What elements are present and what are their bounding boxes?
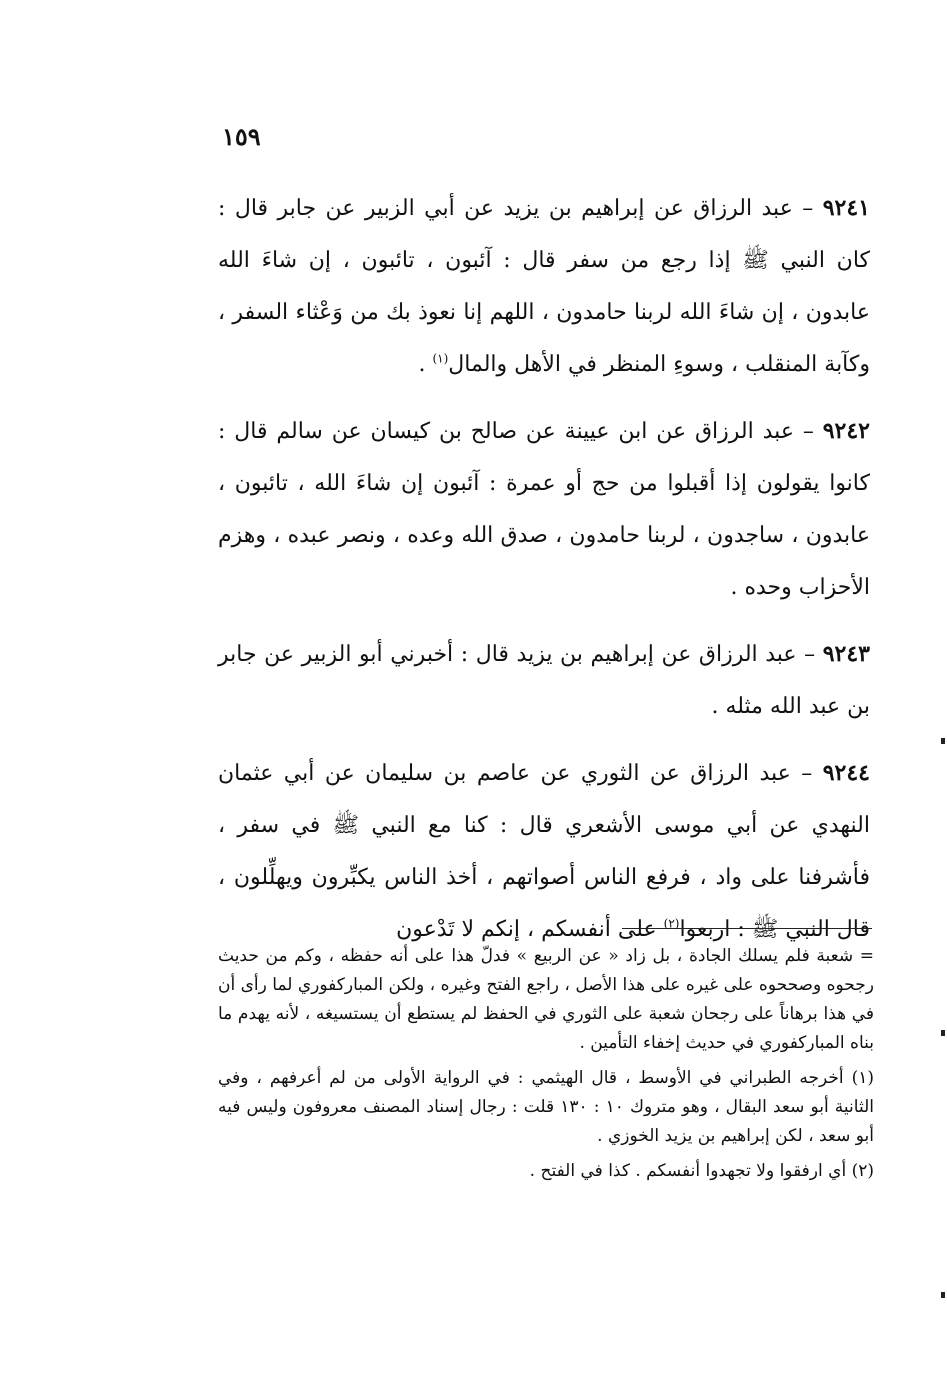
hadith-number: ٩٢٤٣: [822, 641, 870, 667]
margin-mark: [941, 1030, 945, 1036]
hadith-number: ٩٢٤٤: [822, 760, 870, 786]
footnotes: [218, 942, 874, 1192]
hadith-text: عبد الرزاق عن ابن عيينة عن صالح بن كيسان عن سالم قال : كانوا يقولون إذا أقبلوا من حج أو عمرة : آئبون إن شاءَ الله ، تائبون ، عابدون ، ساجدون ، لربنا حامدون ، صدق الله وعده ، ونصر عبده ، وهزم الأحزاب وحده .: [218, 419, 870, 600]
hadith-number: ٩٢٤٢: [822, 418, 870, 444]
footnote-continued: = شعبة فلم يسلك الجادة ، بل زاد « عن الربيع » فدلّ هذا على أنه حفظه ، وكم من حديث رجحوه وصححوه على غيره على هذا الأصل ، راجع الفتح وغيره ، ولكن المباركفوري لما رأى أن في هذا برهاناً على رجحان شعبة على الثوري في الحفظ لم يستطع أن يستسيغه ، لأنه يهدم ما بناه المباركفوري في حديث إخفاء التأمين .: [218, 946, 874, 1053]
hadith-ending: على أنفسكم ، إنكم لا تَدْعون: [396, 917, 664, 942]
hadith-text: عبد الرزاق عن إبراهيم بن يزيد قال : أخبرني أبو الزبير عن جابر بن عبد الله مثله .: [218, 642, 870, 719]
main-text: [218, 182, 870, 970]
footnote-ref: (٢): [663, 916, 680, 931]
hadith-text: عبد الرزاق عن الثوري عن عاصم بن سليمان عن أبي عثمان النهدي عن أبي موسى الأشعري قال : كنا مع النبي ﷺ في سفر ، فأشرفنا على واد ، فرفع الناس أصواتهم ، أخذ الناس يكبِّرون ويهلِّلون ، قال النبي ﷺ : اربعوا: [218, 761, 870, 942]
page-number: ١٥٩: [222, 122, 261, 151]
hadith-number: ٩٢٤١: [822, 195, 870, 221]
dash: –: [792, 196, 823, 221]
hadith-9244: [218, 747, 870, 956]
hadith-9243: [218, 628, 870, 733]
margin-mark: [941, 738, 945, 744]
dash: –: [793, 419, 823, 444]
dash: –: [790, 761, 823, 786]
footnote-1: (١) أخرجه الطبراني في الأوسط ، قال الهيثمي : في الرواية الأولى من لم أعرفهم ، وفي الثانية أبو سعد البقال ، وهو متروك ١٠ : ١٣٠ قلت : رجال إسناد المصنف معروفون وليس فيه أبو سعد ، لكن إبراهيم بن يزيد الخوزي .: [218, 1068, 874, 1146]
dash: –: [796, 642, 823, 667]
hadith-text: عبد الرزاق عن إبراهيم بن يزيد عن أبي الزبير عن جابر قال : كان النبي ﷺ إذا رجع من سفر قال : آئبون ، تائبون ، إن شاءَ الله عابدون ، إن شاءَ الله لربنا حامدون ، اللهم إنا نعوذ بك من وَعْثاء السفر ، وكآبة المنقلب ، وسوءِ المنظر في الأهل والمال: [218, 196, 870, 377]
margin-mark: [941, 1292, 945, 1298]
hadith-ending: .: [418, 352, 433, 377]
hadith-9242: [218, 405, 870, 614]
footnote-ref: (١): [432, 351, 449, 366]
hadith-9241: [218, 182, 870, 391]
footnote-2: (٢) أي ارفقوا ولا تجهدوا أنفسكم . كذا في الفتح .: [529, 1161, 874, 1181]
footnote-divider: [622, 928, 872, 929]
